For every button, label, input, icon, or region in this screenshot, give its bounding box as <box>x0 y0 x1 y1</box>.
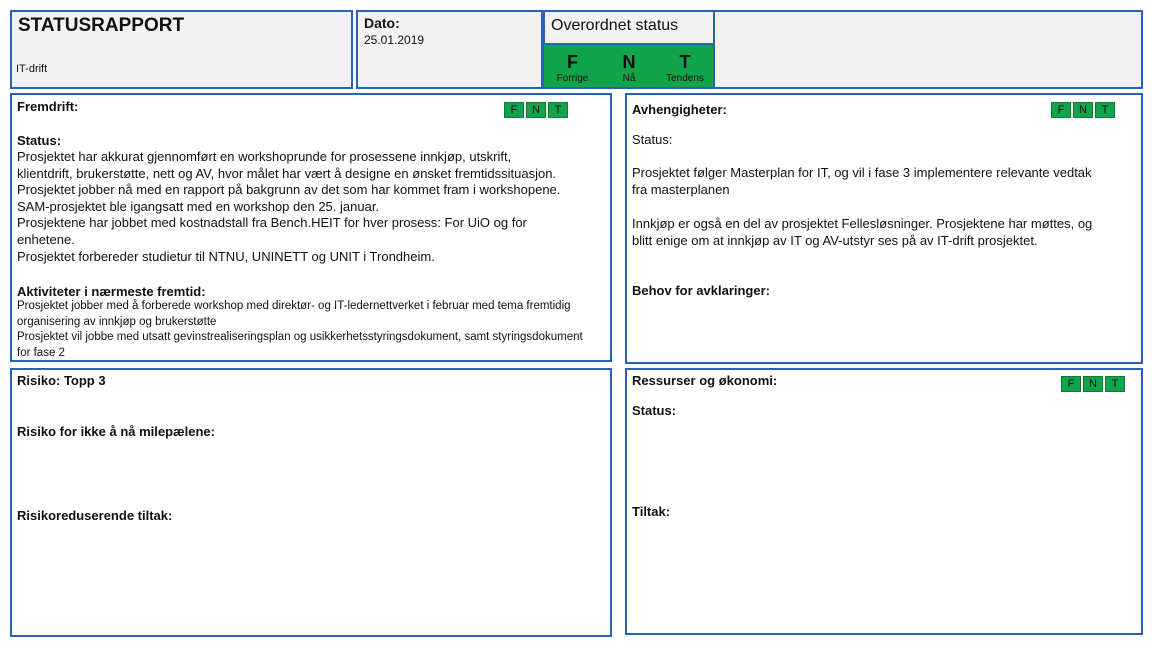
fremdrift-status-line: Prosjektet jobber nå med en rapport på bakgrunn av det som har kommet fram i workshopene. <box>17 182 561 198</box>
overall-status-label: Overordnet status <box>551 17 679 34</box>
fnt-t: T <box>1095 102 1115 118</box>
avhengigheter-fnt-status <box>1051 102 1115 118</box>
fremdrift-status-line: Prosjektene har jobbet med kostnadstall fra Bench.HEIT for hver prosess: For UiO og for <box>17 215 527 231</box>
overall-status-forrige <box>544 45 601 87</box>
ressurser-title: Ressurser og økonomi: <box>632 373 778 388</box>
avhengigheter-para1-line: Prosjektet følger Masterplan for IT, og vil i fase 3 implementere relevante vedtak <box>632 165 1092 180</box>
activities-line: for fase 2 <box>17 346 65 359</box>
fremdrift-status-line: SAM-prosjektet ble igangsatt med en workshop den 25. januar. <box>17 198 380 214</box>
date-label: Dato: <box>364 15 400 31</box>
activities-line: organisering av innkjøp og brukerstøtte <box>17 315 217 328</box>
activities-text <box>17 299 583 361</box>
overall-status-forrige-letter: F <box>567 52 578 72</box>
avhengigheter-para2 <box>632 216 1092 249</box>
overall-status-forrige-label: Forrige <box>556 73 589 84</box>
activities-line: Prosjektet vil jobbe med utsatt gevinstrealiseringsplan og usikkerhetsstyringsdokument, samt styringsdokument <box>17 331 583 343</box>
avhengigheter-para2-line: blitt enige om at innkjøp av IT og AV-utstyr ses på av IT-drift prosjektet. <box>632 232 1038 248</box>
header-date-box <box>356 10 543 89</box>
overall-status-na-letter: N <box>622 52 636 72</box>
overall-status-tendens-label: Tendens <box>666 73 704 84</box>
risiko-milestones-heading: Risiko for ikke å nå milepælene: <box>17 424 215 439</box>
fremdrift-status-line: Prosjektet forbereder studietur til NTNU, UNINETT og UNIT i Trondheim. <box>17 248 435 264</box>
ressurser-status-heading: Status: <box>632 403 677 418</box>
overall-status-tendens <box>657 45 713 87</box>
fnt-n: N <box>1073 102 1093 118</box>
activities-line: Prosjektet jobber med å forberede workshop med direktør- og IT-ledernettverket i februar med tema fremtidig <box>17 300 571 312</box>
fnt-f: F <box>1061 376 1081 392</box>
ressurser-measures-heading: Tiltak: <box>632 504 671 519</box>
fremdrift-status-line: enhetene. <box>17 231 75 247</box>
overall-status-divider <box>713 10 715 89</box>
report-title: STATUSRAPPORT <box>18 15 185 36</box>
ressurser-fnt-status <box>1061 376 1125 392</box>
fnt-f: F <box>1051 102 1071 118</box>
fremdrift-box <box>10 93 612 362</box>
avhengigheter-box <box>625 93 1143 364</box>
avhengigheter-title: Avhengigheter: <box>632 102 727 117</box>
avhengigheter-para2-line: Innkjøp er også en del av prosjektet Fellesløsninger. Prosjektene har møttes, og <box>632 216 1093 231</box>
activities-heading: Aktiviteter i nærmeste fremtid: <box>17 284 206 299</box>
behov-heading: Behov for avklaringer: <box>632 283 770 298</box>
avhengigheter-para1-line: fra masterplanen <box>632 181 730 197</box>
fremdrift-status-text <box>17 149 560 265</box>
overall-status-na-label: Nå <box>622 73 636 84</box>
fremdrift-status-heading: Status: <box>17 133 62 148</box>
risiko-title: Risiko: Topp 3 <box>17 373 106 388</box>
avhengigheter-para1 <box>632 165 1092 198</box>
overall-status-box <box>543 10 1143 89</box>
fnt-t: T <box>548 102 568 118</box>
overall-status-na <box>601 45 657 87</box>
fremdrift-title: Fremdrift: <box>17 99 79 114</box>
fremdrift-fnt-status <box>504 102 568 118</box>
fnt-f: F <box>504 102 524 118</box>
fnt-t: T <box>1105 376 1125 392</box>
risiko-measures-heading: Risikoreduserende tiltak: <box>17 508 173 523</box>
risiko-box <box>10 368 612 637</box>
date-value: 25.01.2019 <box>364 33 425 47</box>
overall-status-tendens-letter: T <box>679 52 691 72</box>
fnt-n: N <box>1083 376 1103 392</box>
header-title-box <box>10 10 353 89</box>
ressurser-box <box>625 368 1143 635</box>
report-subtitle: IT-drift <box>16 63 48 75</box>
fremdrift-status-line: klientdrift, brukerstøtte, nett og AV, hvor målet har vært å designe en ønsket fremtidssituasjon. <box>17 165 557 181</box>
fnt-n: N <box>526 102 546 118</box>
fremdrift-status-line: Prosjektet har akkurat gjennomført en workshoprunde for prosessene innkjøp, utskrift, <box>17 149 512 164</box>
avhengigheter-status-heading: Status: <box>632 132 673 147</box>
